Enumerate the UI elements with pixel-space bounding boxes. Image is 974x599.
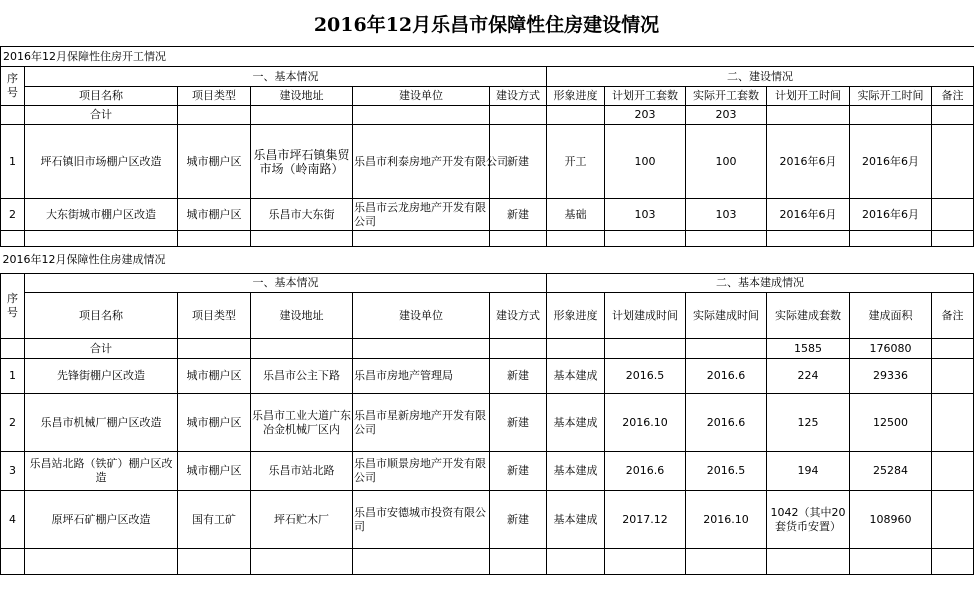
table-row: 1 坪石镇旧市场棚户区改造 城市棚户区 乐昌市坪石镇集贸市场（岭南路） 乐昌市利泰房地产开发有限公司 新建 开工 100 100 2016年6月 2016年6月 [1,125,974,199]
s2-header-note: 备注 [932,293,974,339]
s2-group-build: 二、基本建成情况 [547,274,974,293]
page-title: 2016年12月乐昌市保障性住房建设情况 [313,14,660,36]
s1-header-mode: 建设方式 [490,87,547,106]
s1-total-actual: 203 [686,106,767,125]
s1-header-plan-time: 计划开工时间 [767,87,850,106]
table-row: 3 乐昌站北路（铁矿）棚户区改造 城市棚户区 乐昌市站北路 乐昌市顺景房地产开发有限公司 新建 基本建成 2016.6 2016.5 194 25284 [1,452,974,491]
table-row: 4 原坪石矿棚户区改造 国有工矿 坪石贮木厂 乐昌市安德城市投资有限公司 新建 基本建成 2017.12 2016.10 1042（其中20套货币安置） 108960 [1,491,974,549]
s2-header-type: 项目类型 [178,293,251,339]
s2-header-address: 建设地址 [251,293,353,339]
s1-header-actual: 实际开工套数 [686,87,767,106]
s2-group-basic: 一、基本情况 [25,274,547,293]
s1-header-name: 项目名称 [25,87,178,106]
s1-total-planned: 203 [605,106,686,125]
s2-header-progress: 形象进度 [547,293,605,339]
s1-header-progress: 形象进度 [547,87,605,106]
s1-header-note: 备注 [932,87,974,106]
s2-header-unit: 建设单位 [353,293,490,339]
empty-row [1,231,974,247]
empty-row [1,549,974,575]
s1-header-type: 项目类型 [178,87,251,106]
table-row: 2 乐昌市机械厂棚户区改造 城市棚户区 乐昌市工业大道广东冶金机械厂区内 乐昌市星新房地产开发有限公司 新建 基本建成 2016.10 2016.6 125 12500 [1,394,974,452]
s1-total-label: 合计 [25,106,178,125]
s2-header-plan-time: 计划建成时间 [605,293,686,339]
s2-header-area: 建成面积 [850,293,932,339]
section2-caption: 2016年12月保障性住房建成情况 [2,253,166,266]
table-row: 2 大东街城市棚户区改造 城市棚户区 乐昌市大东街 乐昌市云龙房地产开发有限公司 新建 基础 103 103 2016年6月 2016年6月 [1,199,974,231]
s2-total-row [1,339,974,359]
s2-header-name: 项目名称 [25,293,178,339]
s1-header-address: 建设地址 [251,87,353,106]
s1-total-row [1,106,974,125]
s2-total-area: 176080 [850,339,932,359]
s2-total-units: 1585 [767,339,850,359]
s1-header-unit: 建设单位 [353,87,490,106]
s2-seq-header: 序号 [1,274,25,339]
s1-header-actual-time: 实际开工时间 [850,87,932,106]
s1-seq-header: 序号 [1,67,25,106]
table-row: 1 先锋街棚户区改造 城市棚户区 乐昌市公主下路 乐昌市房地产管理局 新建 基本建成 2016.5 2016.6 224 29336 [1,359,974,394]
s1-group-basic: 一、基本情况 [25,67,547,87]
s1-header-planned: 计划开工套数 [605,87,686,106]
s2-header-units: 实际建成套数 [767,293,850,339]
s2-header-actual-time: 实际建成时间 [686,293,767,339]
section1-caption: 2016年12月保障性住房开工情况 [1,47,974,67]
s2-header-mode: 建设方式 [490,293,547,339]
s2-total-label: 合计 [25,339,178,359]
housing-table [0,46,974,575]
s1-group-build: 二、建设情况 [547,67,974,87]
